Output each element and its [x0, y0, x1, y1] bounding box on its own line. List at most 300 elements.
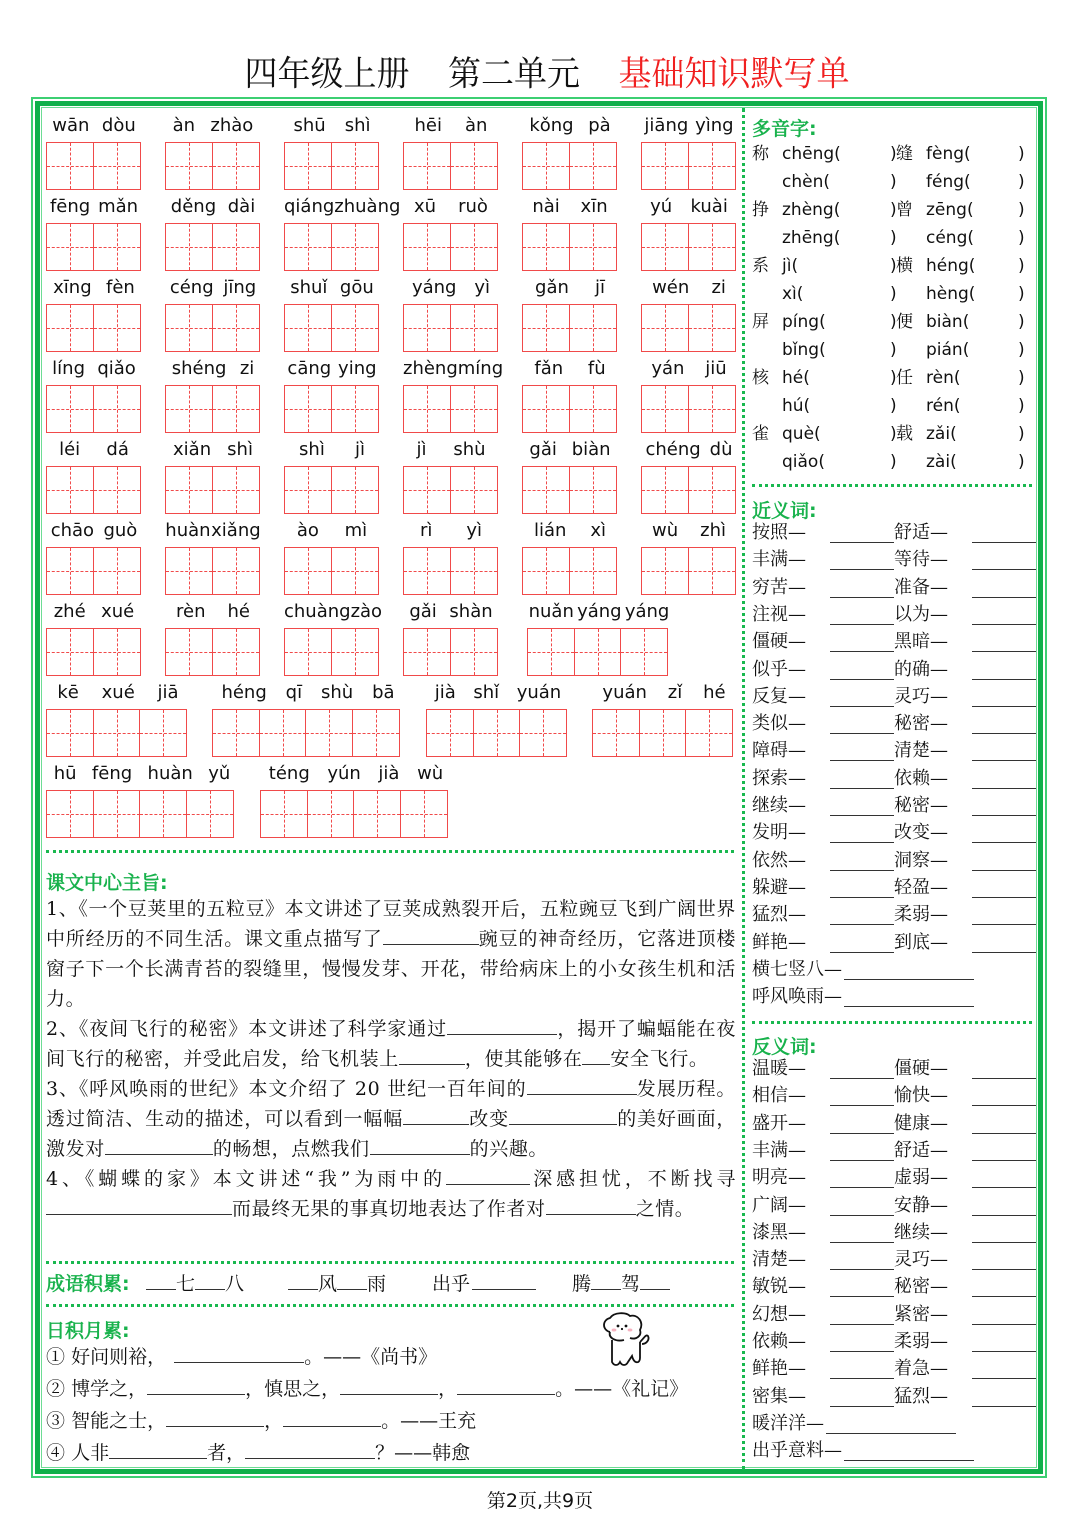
answer-blank[interactable]	[972, 1378, 1036, 1379]
answer-paren[interactable]: )	[890, 424, 897, 444]
polyphone-pinyin: biàn(	[926, 312, 970, 332]
answer-blank[interactable]	[830, 1133, 894, 1134]
writing-box[interactable]	[688, 142, 736, 190]
word-prompt: 紧密—	[894, 1303, 948, 1325]
pinyin-label	[165, 598, 261, 626]
answer-blank[interactable]	[830, 1160, 894, 1161]
answer-blank[interactable]	[972, 1296, 1036, 1297]
pinyin-label	[522, 112, 618, 140]
writing-box[interactable]	[165, 385, 213, 433]
pinyin-label	[522, 193, 618, 221]
writing-box[interactable]	[450, 142, 498, 190]
answer-blank[interactable]	[509, 1105, 617, 1125]
writing-box[interactable]	[353, 790, 401, 838]
page-title	[0, 47, 1080, 96]
word-prompt: 依赖—	[894, 767, 948, 789]
pinyin-syllable: léi	[59, 439, 81, 460]
answer-blank[interactable]	[830, 1324, 894, 1325]
writing-box[interactable]	[352, 709, 400, 757]
answer-blank[interactable]	[972, 1187, 1036, 1188]
answer-blank[interactable]	[383, 925, 479, 945]
pinyin-word-item	[165, 274, 261, 352]
writing-box[interactable]	[569, 142, 617, 190]
writing-box[interactable]	[212, 547, 260, 595]
answer-blank[interactable]	[830, 760, 894, 761]
answer-paren[interactable]: )	[890, 340, 897, 360]
pinyin-label	[284, 193, 401, 221]
writing-box[interactable]	[403, 628, 451, 676]
answer-blank[interactable]	[830, 1242, 894, 1243]
answer-blank[interactable]	[972, 1242, 1036, 1243]
idiom-blank[interactable]	[472, 1270, 536, 1290]
pinyin-label	[522, 436, 618, 464]
pinyin-syllable: gǎi	[529, 439, 557, 460]
idiom-blank[interactable]	[288, 1270, 318, 1290]
answer-blank[interactable]	[972, 569, 1036, 570]
answer-paren[interactable]: )	[890, 200, 897, 220]
writing-box[interactable]	[186, 790, 234, 838]
writing-box[interactable]	[450, 304, 498, 352]
writing-box[interactable]	[331, 628, 379, 676]
writing-box[interactable]	[165, 547, 213, 595]
answer-blank[interactable]	[972, 1215, 1036, 1216]
answer-blank[interactable]	[830, 1187, 894, 1188]
writing-box[interactable]	[46, 628, 94, 676]
writing-box[interactable]	[522, 223, 570, 271]
writing-box[interactable]	[403, 466, 451, 514]
answer-blank[interactable]	[972, 1105, 1036, 1106]
answer-blank[interactable]	[830, 1105, 894, 1106]
pinyin-label	[641, 112, 737, 140]
answer-blank[interactable]	[972, 733, 1036, 734]
word-prompt: 舒适—	[894, 1139, 948, 1161]
writing-box[interactable]	[93, 709, 141, 757]
writing-box[interactable]	[641, 142, 689, 190]
writing-box[interactable]	[331, 547, 379, 595]
answer-paren[interactable]: )	[1018, 200, 1025, 220]
answer-blank[interactable]	[972, 760, 1036, 761]
answer-paren[interactable]: )	[1018, 368, 1025, 388]
writing-box[interactable]	[527, 628, 575, 676]
answer-blank[interactable]	[830, 870, 894, 871]
answer-blank[interactable]	[830, 1378, 894, 1379]
writing-box[interactable]	[400, 790, 448, 838]
writing-box[interactable]	[212, 142, 260, 190]
answer-blank[interactable]	[972, 1078, 1036, 1079]
writing-box[interactable]	[450, 547, 498, 595]
writing-box[interactable]	[212, 304, 260, 352]
writing-box[interactable]	[522, 547, 570, 595]
answer-paren[interactable]: )	[890, 368, 897, 388]
pinyin-syllable: hé	[703, 682, 726, 703]
answer-blank[interactable]	[457, 1375, 555, 1395]
idiom-blank[interactable]	[146, 1270, 176, 1290]
writing-box[interactable]	[403, 304, 451, 352]
answer-blank[interactable]	[972, 952, 1036, 953]
answer-blank[interactable]	[844, 979, 974, 980]
answer-blank[interactable]	[830, 1078, 894, 1079]
answer-paren[interactable]: )	[1018, 312, 1025, 332]
answer-blank[interactable]	[830, 952, 894, 953]
answer-paren[interactable]: )	[890, 144, 897, 164]
writing-box[interactable]	[93, 304, 141, 352]
writing-box[interactable]	[450, 466, 498, 514]
writing-box[interactable]	[569, 223, 617, 271]
writing-box[interactable]	[569, 385, 617, 433]
pinyin-word-item	[165, 436, 261, 514]
answer-blank[interactable]	[972, 1133, 1036, 1134]
tianzige-boxes	[641, 466, 737, 514]
idioms-row	[46, 1270, 736, 1300]
answer-blank[interactable]	[109, 1439, 207, 1459]
answer-blank[interactable]	[830, 815, 894, 816]
answer-paren[interactable]: )	[1018, 396, 1025, 416]
writing-box[interactable]	[284, 385, 332, 433]
writing-box[interactable]	[403, 142, 451, 190]
word-prompt: 反复—	[752, 685, 806, 707]
writing-box[interactable]	[93, 223, 141, 271]
answer-paren[interactable]: )	[890, 396, 897, 416]
writing-box[interactable]	[641, 304, 689, 352]
answer-blank[interactable]	[830, 842, 894, 843]
writing-box[interactable]	[574, 628, 622, 676]
answer-blank[interactable]	[830, 733, 894, 734]
answer-blank[interactable]	[972, 924, 1036, 925]
answer-blank[interactable]	[972, 679, 1036, 680]
writing-box[interactable]	[93, 547, 141, 595]
answer-blank[interactable]	[972, 1160, 1036, 1161]
answer-blank[interactable]	[972, 788, 1036, 789]
answer-blank[interactable]	[174, 1343, 304, 1363]
answer-paren[interactable]: )	[1018, 424, 1025, 444]
answer-blank[interactable]	[972, 1269, 1036, 1270]
pinyin-syllable: jià	[434, 682, 456, 703]
pinyin-syllable: àn	[172, 115, 196, 136]
answer-blank[interactable]	[582, 1045, 610, 1065]
answer-paren[interactable]: )	[1018, 340, 1025, 360]
pinyin-label	[284, 274, 380, 302]
answer-blank[interactable]	[972, 624, 1036, 625]
answer-blank[interactable]	[844, 1006, 974, 1007]
writing-box[interactable]	[522, 142, 570, 190]
answer-blank[interactable]	[830, 788, 894, 789]
writing-box[interactable]	[569, 304, 617, 352]
answer-blank[interactable]	[972, 1324, 1036, 1325]
writing-box[interactable]	[685, 709, 733, 757]
writing-box[interactable]	[46, 709, 94, 757]
column-divider	[742, 108, 745, 1470]
answer-blank[interactable]	[830, 1215, 894, 1216]
pinyin-row	[46, 679, 736, 760]
writing-box[interactable]	[46, 385, 94, 433]
word-prompt: 以为—	[894, 603, 948, 625]
word-prompt: 注视—	[752, 603, 806, 625]
writing-box[interactable]	[688, 223, 736, 271]
writing-box[interactable]	[688, 466, 736, 514]
writing-box[interactable]	[259, 709, 307, 757]
writing-box[interactable]	[212, 628, 260, 676]
answer-paren[interactable]: )	[1018, 228, 1025, 248]
writing-box[interactable]	[165, 142, 213, 190]
writing-box[interactable]	[46, 466, 94, 514]
writing-box[interactable]	[331, 223, 379, 271]
answer-paren[interactable]: )	[890, 172, 897, 192]
writing-box[interactable]	[212, 466, 260, 514]
answer-blank[interactable]	[972, 706, 1036, 707]
tianzige-boxes	[46, 385, 142, 433]
writing-box[interactable]	[331, 142, 379, 190]
word-prompt: 愉快—	[894, 1085, 948, 1107]
writing-box[interactable]	[641, 385, 689, 433]
tianzige-boxes	[165, 304, 261, 352]
answer-blank[interactable]	[972, 651, 1036, 652]
word-prompt: 相信—	[752, 1085, 806, 1107]
answer-blank[interactable]	[844, 1460, 974, 1461]
answer-blank[interactable]	[830, 624, 894, 625]
idiom-blank[interactable]	[591, 1270, 621, 1290]
writing-box[interactable]	[450, 385, 498, 433]
answer-blank[interactable]	[245, 1439, 375, 1459]
writing-box[interactable]	[93, 790, 141, 838]
theme-item-3: 3、《呼风唤雨的世纪》本文介绍了 20 世纪一百年间的 发展历程。透过简洁、生动的描述，可以看到一幅幅 改变 的美好画面，激发对 的畅想，点燃我们 的兴趣。	[46, 1074, 736, 1164]
answer-blank[interactable]	[830, 1351, 894, 1352]
writing-box[interactable]	[305, 709, 353, 757]
answer-blank[interactable]	[403, 1105, 469, 1125]
answer-blank[interactable]	[527, 1075, 637, 1095]
answer-blank[interactable]	[830, 924, 894, 925]
answer-blank[interactable]	[830, 597, 894, 598]
writing-box[interactable]	[620, 628, 668, 676]
writing-box[interactable]	[426, 709, 474, 757]
writing-box[interactable]	[641, 223, 689, 271]
pinyin-syllable: biàn	[571, 439, 611, 460]
antonyms-row	[752, 1247, 1034, 1274]
writing-box[interactable]	[284, 547, 332, 595]
pinyin-syllable: yú	[650, 196, 673, 217]
answer-blank[interactable]	[972, 842, 1036, 843]
pinyin-syllable: fǎn	[534, 358, 564, 379]
answer-blank[interactable]	[972, 815, 1036, 816]
writing-box[interactable]	[284, 628, 332, 676]
answer-blank[interactable]	[830, 897, 894, 898]
answer-paren[interactable]: )	[890, 284, 897, 304]
writing-box[interactable]	[641, 547, 689, 595]
section-divider	[752, 1021, 1032, 1024]
writing-box[interactable]	[403, 547, 451, 595]
writing-box[interactable]	[212, 223, 260, 271]
answer-blank[interactable]	[399, 1045, 465, 1065]
pinyin-word-item	[284, 598, 383, 676]
answer-blank[interactable]	[370, 1135, 470, 1155]
answer-blank[interactable]	[972, 542, 1036, 543]
writing-box[interactable]	[331, 304, 379, 352]
writing-box[interactable]	[46, 790, 94, 838]
answer-blank[interactable]	[830, 569, 894, 570]
writing-box[interactable]	[688, 547, 736, 595]
writing-box[interactable]	[93, 142, 141, 190]
synonyms-row	[752, 602, 1034, 629]
answer-blank[interactable]	[830, 542, 894, 543]
writing-box[interactable]	[522, 304, 570, 352]
writing-box[interactable]	[165, 628, 213, 676]
writing-box[interactable]	[46, 547, 94, 595]
pinyin-syllable: shù	[453, 439, 486, 460]
pinyin-label	[426, 679, 570, 707]
writing-box[interactable]	[522, 385, 570, 433]
answer-paren[interactable]: )	[890, 452, 897, 472]
word-prompt: 柔弱—	[894, 904, 948, 926]
polyphone-row	[752, 168, 1034, 196]
answer-blank[interactable]	[972, 897, 1036, 898]
antonyms-row	[752, 1356, 1034, 1383]
writing-box[interactable]	[284, 223, 332, 271]
writing-box[interactable]	[403, 223, 451, 271]
writing-box[interactable]	[688, 385, 736, 433]
answer-blank[interactable]	[283, 1407, 381, 1427]
daily-item-4: ④ 人非 者， ？——韩愈	[46, 1438, 470, 1468]
pinyin-syllable: wān	[52, 115, 90, 136]
tianzige-boxes	[284, 385, 380, 433]
answer-paren[interactable]: )	[1018, 144, 1025, 164]
writing-box[interactable]	[331, 466, 379, 514]
answer-blank[interactable]	[972, 1406, 1036, 1407]
answer-paren[interactable]: )	[1018, 256, 1025, 276]
pinyin-syllable: zhèng	[403, 358, 458, 379]
tianzige-boxes	[165, 466, 261, 514]
answer-blank[interactable]	[830, 706, 894, 707]
writing-box[interactable]	[331, 385, 379, 433]
writing-box[interactable]	[592, 709, 640, 757]
answer-blank[interactable]	[447, 1015, 557, 1035]
answer-paren[interactable]: )	[890, 312, 897, 332]
pinyin-syllable: zhuàng	[334, 196, 401, 217]
writing-box[interactable]	[284, 466, 332, 514]
answer-blank[interactable]	[446, 1165, 530, 1185]
polyphone-char: 横	[896, 256, 913, 276]
answer-paren[interactable]: )	[1018, 284, 1025, 304]
writing-box[interactable]	[284, 304, 332, 352]
writing-box[interactable]	[46, 304, 94, 352]
pinyin-label	[403, 274, 499, 302]
answer-blank[interactable]	[972, 870, 1036, 871]
writing-box[interactable]	[569, 466, 617, 514]
tianzige-boxes	[641, 304, 737, 352]
pinyin-word-item	[403, 193, 499, 271]
writing-box[interactable]	[46, 142, 94, 190]
idiom-blank[interactable]	[195, 1270, 225, 1290]
writing-box[interactable]	[403, 385, 451, 433]
pinyin-syllable: jì	[354, 439, 365, 460]
pinyin-word-item	[522, 436, 618, 514]
word-prompt: 黑暗—	[894, 631, 948, 653]
writing-box[interactable]	[569, 547, 617, 595]
answer-blank[interactable]	[830, 679, 894, 680]
pinyin-label	[212, 679, 404, 707]
answer-paren[interactable]: )	[1018, 172, 1025, 192]
answer-blank[interactable]	[46, 1195, 232, 1215]
pinyin-label	[46, 679, 190, 707]
tianzige-boxes	[641, 385, 737, 433]
writing-box[interactable]	[46, 223, 94, 271]
theme-item-1: 1、《一个豆荚里的五粒豆》本文讲述了豆荚成熟裂开后，五粒豌豆飞到广阔世界中所经历的不同生活。课文重点描写了 豌豆的神奇经历，它落进顶楼窗子下一个长满青苔的裂缝里，慢慢发芽、开花，带给病床上的小女孩生机和活力。	[46, 898, 736, 1010]
writing-box[interactable]	[450, 628, 498, 676]
writing-box[interactable]	[139, 790, 187, 838]
writing-box[interactable]	[519, 709, 567, 757]
writing-box[interactable]	[212, 385, 260, 433]
answer-paren[interactable]: )	[890, 256, 897, 276]
pinyin-syllable: ying	[338, 358, 377, 379]
writing-box[interactable]	[522, 466, 570, 514]
writing-box[interactable]	[639, 709, 687, 757]
writing-box[interactable]	[93, 466, 141, 514]
writing-box[interactable]	[473, 709, 521, 757]
answer-paren[interactable]: )	[1018, 452, 1025, 472]
tianzige-boxes	[284, 547, 380, 595]
word-prompt: 广阔—	[752, 1194, 806, 1216]
word-prompt: 丰满—	[752, 1139, 806, 1161]
pinyin-label	[165, 112, 261, 140]
idiom-blank[interactable]	[337, 1270, 367, 1290]
writing-box[interactable]	[307, 790, 355, 838]
writing-box[interactable]	[165, 223, 213, 271]
writing-box[interactable]	[139, 709, 187, 757]
pinyin-syllable: xué	[101, 601, 135, 622]
writing-box[interactable]	[165, 466, 213, 514]
writing-box[interactable]	[93, 385, 141, 433]
polyphone-pinyin: qiǎo(	[782, 452, 825, 472]
answer-blank[interactable]	[166, 1407, 264, 1427]
word-prompt: 的确—	[894, 658, 948, 680]
writing-box[interactable]	[688, 304, 736, 352]
word-prompt: 幻想—	[752, 1303, 806, 1325]
pinyin-syllable: yìng	[695, 115, 734, 136]
pinyin-syllable: wù	[417, 763, 444, 784]
pinyin-syllable: céng	[169, 277, 214, 298]
answer-blank[interactable]	[830, 1406, 894, 1407]
writing-box[interactable]	[260, 790, 308, 838]
writing-box[interactable]	[165, 304, 213, 352]
answer-blank[interactable]	[830, 1269, 894, 1270]
pinyin-row	[46, 598, 736, 679]
polyphone-pinyin: hé(	[782, 368, 810, 388]
polyphone-pinyin: zēng(	[926, 200, 974, 220]
pinyin-syllable: wén	[652, 277, 690, 298]
pinyin-syllable: xīn	[580, 196, 608, 217]
answer-blank[interactable]	[826, 1433, 956, 1434]
writing-box[interactable]	[212, 709, 260, 757]
answer-blank[interactable]	[972, 1351, 1036, 1352]
answer-blank[interactable]	[830, 1296, 894, 1297]
answer-blank[interactable]	[546, 1195, 636, 1215]
writing-box[interactable]	[450, 223, 498, 271]
pinyin-syllable: gōu	[339, 277, 374, 298]
answer-blank[interactable]	[340, 1375, 438, 1395]
answer-blank[interactable]	[105, 1135, 213, 1155]
idiom-4: 腾 驾	[572, 1270, 670, 1298]
answer-blank[interactable]	[830, 651, 894, 652]
pinyin-word-item	[284, 517, 380, 595]
answer-blank[interactable]	[972, 597, 1036, 598]
pinyin-syllable: fù	[587, 358, 606, 379]
answer-paren[interactable]: )	[890, 228, 897, 248]
idiom-blank[interactable]	[640, 1270, 670, 1290]
answer-blank[interactable]	[147, 1375, 245, 1395]
writing-box[interactable]	[93, 628, 141, 676]
writing-box[interactable]	[641, 466, 689, 514]
pinyin-syllable: téng	[268, 763, 310, 784]
writing-box[interactable]	[284, 142, 332, 190]
polyphone-row	[752, 392, 1034, 420]
